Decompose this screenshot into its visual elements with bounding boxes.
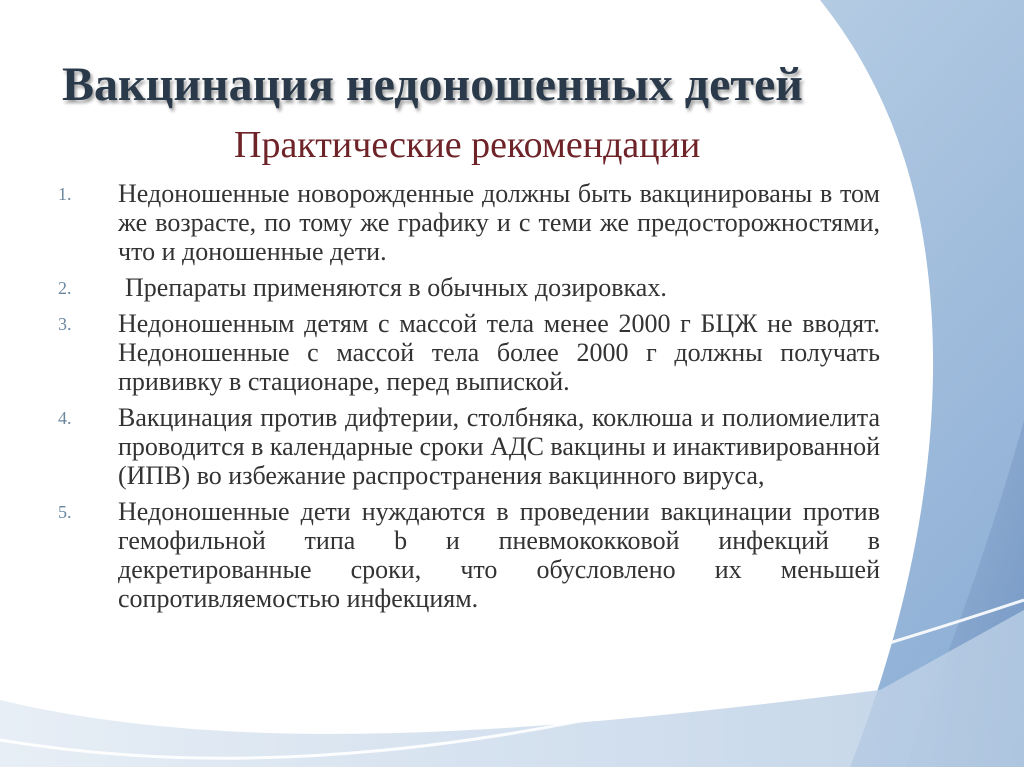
list-item [58,179,880,266]
list-item-text: Вакцинация против дифтерии, столбняка, коклюша и полиомиелита проводится в календарные сроки АДС вакцины и инактивированной (ИПВ) во избежание распространения вакцинного вируса, [118,403,880,490]
recommendations-list [58,179,880,620]
list-item-number: 5. [58,502,72,522]
list-item [58,497,880,613]
list-item-number: 1. [58,184,72,204]
list-item-number: 4. [58,408,72,428]
list-item-number: 3. [58,314,72,334]
list-item-text: Недоношенным детям с массой тела менее 2000 г БЦЖ не вводят. Недоношенные с массой тела более 2000 г должны получать прививку в стационаре, перед выпиской. [118,309,880,396]
list-item-number: 2. [58,278,72,298]
list-item [58,273,880,302]
list-item [58,309,880,396]
list-item-text: Недоношенные новорожденные должны быть вакцинированы в том же возрасте, по тому же графику и с теми же предосторожностями, что и доношенные дети. [118,179,880,266]
slide-subtitle: Практические рекомендации [234,124,701,166]
list-item [58,403,880,490]
list-item-text: Препараты применяются в обычных дозировках. [125,273,667,302]
list-item-text: Недоношенные дети нуждаются в проведении вакцинации против гемофильной типа b и пневмококковой инфекций в декретированные сроки, что обусловлено их меньшей сопротивляемостью инфекциям. [118,497,880,613]
bottom-swoosh [0,610,1024,767]
slide-title: Вакцинация недоношенных детей [62,58,803,111]
